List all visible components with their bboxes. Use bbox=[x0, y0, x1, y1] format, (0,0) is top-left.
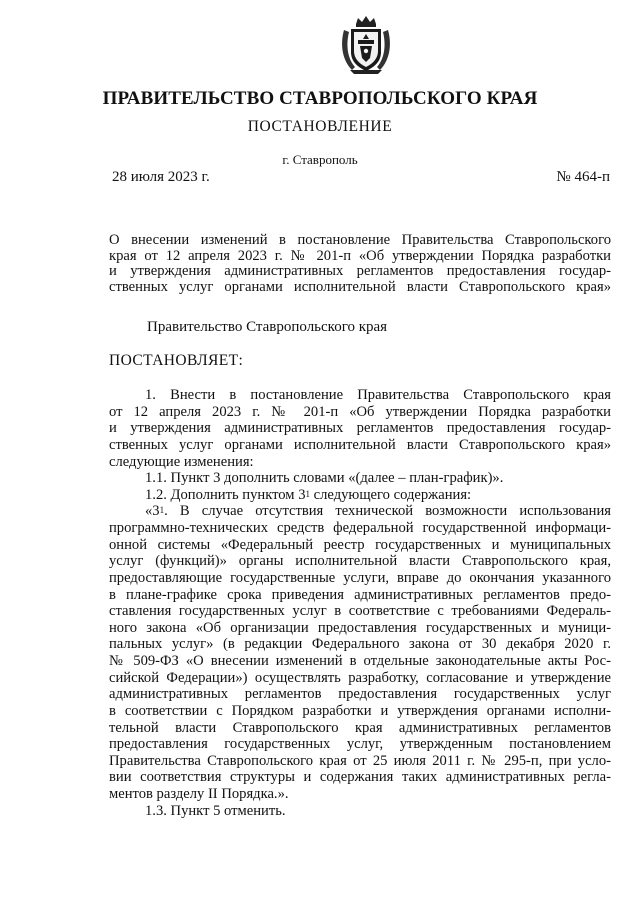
point-3-1-line: в соответствии с Порядком разработки и утверждения органами исполни- bbox=[109, 702, 611, 719]
item-1-line: 1. Внести в постановление Правительства Ставропольского края bbox=[145, 387, 611, 403]
city-line: г. Ставрополь bbox=[282, 152, 358, 167]
item-1-2-superscript: 1 bbox=[305, 488, 310, 499]
subject-line: и утверждения административных регламентов предоставления государ- bbox=[109, 263, 611, 279]
document-date: 28 июля 2023 г. bbox=[112, 169, 210, 185]
point-3-1-line: ного закона «Об организации предоставления государственных и муници- bbox=[109, 619, 611, 636]
decree-word: ПОСТАНОВЛЯЕТ: bbox=[109, 352, 244, 369]
resolution-body bbox=[109, 387, 611, 819]
item-1-2 bbox=[109, 487, 611, 504]
point-3-1-line: предоставления государственных услуг, утвержденным постановлением bbox=[109, 736, 611, 753]
point-3-1-line: программно-технических средств федеральной государственной информаци- bbox=[109, 520, 611, 536]
point-3-1-line: онной системы «Федеральный реестр государственных и муниципальных bbox=[109, 536, 611, 553]
item-1-1: 1.1. Пункт 3 дополнить словами «(далее – план-график)». bbox=[145, 470, 504, 487]
point-3-1-suffix: . В случае отсутствия технической возможности использования bbox=[164, 503, 611, 520]
document-subject bbox=[109, 233, 611, 295]
point-3-1-line: пальных услуг» (в редакции Федерального закона от 30 декабря 2020 г. bbox=[109, 636, 611, 653]
organization-title: ПРАВИТЕЛЬСТВО СТАВРОПОЛЬСКОГО КРАЯ bbox=[102, 88, 538, 109]
item-1-2-suffix: следующего содержания: bbox=[310, 486, 472, 503]
item-1-3: 1.3. Пункт 5 отменить. bbox=[145, 802, 286, 819]
item-1-2-prefix: 1.2. Дополнить пунктом 3 bbox=[145, 486, 306, 503]
item-1-line: следующие изменения: bbox=[109, 453, 254, 470]
item-1-line: ственных услуг органами исполнительной власти Ставропольского края» bbox=[109, 436, 611, 453]
point-3-1-line: ментов разделу II Порядка.». bbox=[109, 786, 289, 802]
point-3-1-line: № 509-ФЗ «О внесении изменений в отдельные законодательные акты Рос- bbox=[109, 653, 611, 669]
item-1-line: и утверждения административных регламентов предоставления государ- bbox=[109, 420, 611, 437]
point-3-1-first-line bbox=[109, 503, 611, 520]
subject-line: О внесении изменений в постановление Правительства Ставропольского bbox=[109, 232, 611, 248]
point-3-1-line: тельной власти Ставропольского края административных регламентов bbox=[109, 719, 611, 736]
point-3-1-line: сийской Федерации») осуществлять разработку, согласование и утверждение bbox=[109, 669, 611, 686]
point-3-1-superscript: 1 bbox=[159, 505, 165, 516]
item-1-line: от 12 апреля 2023 г. № 201-п «Об утверждении Порядка разработки bbox=[109, 403, 611, 420]
point-3-1-line: административных регламентов предоставления государственных услуг bbox=[109, 686, 611, 703]
document-number: № 464-п bbox=[556, 169, 610, 185]
document-type: ПОСТАНОВЛЕНИЕ bbox=[247, 118, 393, 135]
point-3-1-prefix: «3 bbox=[145, 503, 160, 520]
point-3-1-line: услуг (функций)» органы исполнительной власти Ставропольского края, bbox=[109, 553, 611, 570]
preamble: Правительство Ставропольского края bbox=[147, 319, 388, 335]
point-3-1-line: ставления государственных услуг в соответствие с требованиями Федераль- bbox=[109, 603, 611, 620]
point-3-1-line: Правительства Ставропольского края от 25 июля 2011 г. № 295-п, при усло- bbox=[109, 752, 611, 769]
subject-line: ственных услуг органами исполнительной власти Ставропольского края» bbox=[109, 278, 611, 295]
subject-line: края от 12 апреля 2023 г. № 201-п «Об утверждении Порядка разработки bbox=[109, 247, 611, 264]
coat-of-arms-emblem bbox=[338, 14, 394, 76]
point-3-1-line: вии соответствия структуры и содержания таких административных регла- bbox=[109, 769, 611, 786]
point-3-1-line: предоставляющие государственные услуги, вправе до окончания указанного bbox=[109, 569, 611, 586]
point-3-1-line: в плане-графике срока приведения административных регламентов предо- bbox=[109, 586, 611, 603]
